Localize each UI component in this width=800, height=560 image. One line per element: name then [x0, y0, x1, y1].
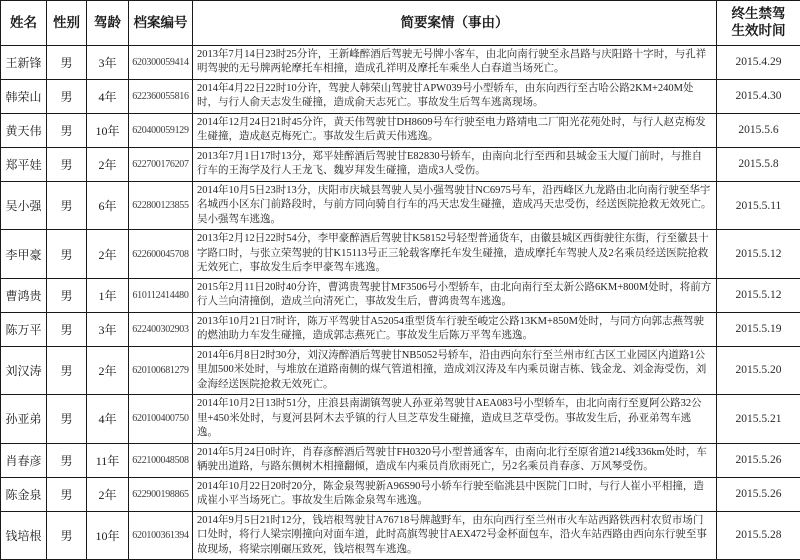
name-cell: 吴小强	[1, 181, 47, 229]
years-cell: 4年	[87, 395, 129, 443]
table-row	[1, 147, 800, 181]
name-cell: 王新锋	[1, 46, 47, 80]
case-brief-cell: 2014年5月24日0时许，肖春彦醉酒后驾驶甘FH0320号小型普通客车，由南向北行至原省道214线336km处时，车辆驶出道路，与路东侧树木相撞翻倾，造成车内乘员肖欣雨死亡，另2名乘员肖春彦、万风琴受伤。	[193, 443, 717, 477]
ban-date-cell: 2015.5.19	[717, 312, 800, 346]
years-cell: 3年	[87, 312, 129, 346]
gender-cell: 男	[47, 443, 87, 477]
header-name: 姓名	[1, 1, 47, 46]
years-cell: 6年	[87, 181, 129, 229]
ban-date-cell: 2015.5.26	[717, 443, 800, 477]
gender-cell: 男	[47, 477, 87, 511]
years-cell: 11年	[87, 443, 129, 477]
case-brief-cell: 2014年10月5日23时13分，庆阳市庆城县驾驶人吴小强驾驶甘NC6975号车，沿西峰区九龙路由北向南行驶至华宇名城西小区东门前路段时，与前方同向骑自行车的冯天忠发生碰撞，造成冯天忠受伤，经送医院抢救无效死亡。吴小强驾车逃逸。	[193, 181, 717, 229]
gender-cell: 男	[47, 113, 87, 147]
name-cell: 肖春彦	[1, 443, 47, 477]
ban-date-cell: 2015.5.11	[717, 181, 800, 229]
ban-date-cell: 2015.5.8	[717, 147, 800, 181]
table-body	[1, 46, 800, 560]
years-cell: 2年	[87, 230, 129, 278]
file-number-cell: 620100400750	[129, 395, 193, 443]
gender-cell: 男	[47, 46, 87, 80]
case-brief-cell: 2013年7月1日17时13分，郑平娃醉酒后驾驶甘E82830号轿车，由南向北行至西和县城金玉大厦门前时，与推自行车的王海学及行人王龙飞、魏岁拜发生碰撞，造成3人受伤。	[193, 147, 717, 181]
years-cell: 10年	[87, 511, 129, 559]
case-brief-cell: 2014年6月8日2时30分，刘汉涛醉酒后驾驶甘NB5052号轿车，沿由西向东行至兰州市红古区工业园区内道路1公里加500米处时，与堆放在道路南侧的煤气管道相撞，造成刘汉涛及车内乘员谢吉栋、钱金龙、刘金海受伤，刘金海经送医院抢救无效死亡。	[193, 346, 717, 394]
file-number-cell: 622800123855	[129, 181, 193, 229]
table-row	[1, 312, 800, 346]
header-ban-date-line2: 生效时间	[732, 23, 786, 38]
gender-cell: 男	[47, 511, 87, 559]
ban-date-cell: 2015.5.6	[717, 113, 800, 147]
ban-date-cell: 2015.4.29	[717, 46, 800, 80]
ban-date-cell: 2015.5.26	[717, 477, 800, 511]
name-cell: 黄天伟	[1, 113, 47, 147]
case-brief-cell: 2013年10月21日7时许，陈万平驾驶甘A52054重型货车行驶至峻定公路13KM+850M处时，与同方向郭志燕驾驶的燃油助力车发生碰撞，造成郭志燕死亡。事故发生后陈万平驾车逃逸。	[193, 312, 717, 346]
name-cell: 刘汉涛	[1, 346, 47, 394]
file-number-cell: 622600045708	[129, 230, 193, 278]
case-brief-cell: 2015年2月11日20时40分许，曹鸿贵驾驶甘MF3506号小型轿车，由北向南行至太新公路6KM+800M处时，将前方行人兰向清撞倒，造成兰向清死亡，事故发生后，曹鸿贵驾车逃逸。	[193, 278, 717, 312]
years-cell: 2年	[87, 477, 129, 511]
table-row	[1, 395, 800, 443]
gender-cell: 男	[47, 395, 87, 443]
table-row	[1, 46, 800, 80]
table-row	[1, 346, 800, 394]
name-cell: 曹鸿贵	[1, 278, 47, 312]
file-number-cell: 610112414480	[129, 278, 193, 312]
ban-date-cell: 2015.5.12	[717, 230, 800, 278]
table-row	[1, 278, 800, 312]
case-brief-cell: 2014年10月2日13时51分，庄浪县南湖镇驾驶人孙亚弟驾驶甘AEA083号小型轿车，由北向南行至夏阿公路32公里+450米处时，与夏河县阿木去乎镇的行人旦芝草发生碰撞，造成旦芝草受伤。事故发生后，孙亚弟驾车逃逸。	[193, 395, 717, 443]
gender-cell: 男	[47, 79, 87, 113]
years-cell: 10年	[87, 113, 129, 147]
file-number-cell: 620100361394	[129, 511, 193, 559]
years-cell: 4年	[87, 79, 129, 113]
file-number-cell: 620400059129	[129, 113, 193, 147]
header-driving-years: 驾龄	[87, 1, 129, 46]
table-row	[1, 113, 800, 147]
case-brief-cell: 2014年4月22日22时10分许，驾驶人韩荣山驾驶甘APW039号小型轿车，由东向西行至古哈公路2KM+240M处时，与行人俞天志发生碰撞，造成俞天志死亡。事故发生后驾车逃离现场。	[193, 79, 717, 113]
years-cell: 2年	[87, 346, 129, 394]
ban-date-cell: 2015.5.21	[717, 395, 800, 443]
table-row	[1, 79, 800, 113]
table-row	[1, 443, 800, 477]
gender-cell: 男	[47, 230, 87, 278]
name-cell: 韩荣山	[1, 79, 47, 113]
table-row	[1, 230, 800, 278]
header-gender: 性别	[47, 1, 87, 46]
case-brief-cell: 2013年7月14日23时25分许，王新峰醉酒后驾驶无号牌小客车，由北向南行驶至永昌路与庆阳路十字时，与孔祥明驾驶的无号牌两轮摩托车相撞，造成孔祥明及摩托车乘坐人白春道当场死亡。	[193, 46, 717, 80]
ban-date-cell: 2015.4.30	[717, 79, 800, 113]
years-cell: 1年	[87, 278, 129, 312]
case-brief-cell: 2014年9月5日21时12分，钱培根驾驶甘A76718号牌越野车，由东向西行至兰州市火车站西路铁西村农贸市场门口处时，将行人梁宗刚撞向对面车道，此时高旗驾驶甘AEX472号金杯面包车，沿火车站西路由西向东行驶至事故现场，将梁宗刚碾压致死，钱培根驾车逃逸。	[193, 511, 717, 559]
gender-cell: 男	[47, 181, 87, 229]
case-brief-cell: 2014年12月24日21时45分许，黄天伟驾驶甘DH8609号车行驶至电力路靖电二厂阳光花苑处时，与行人赵克梅发生碰撞，造成赵克梅死亡。事故发生后黄天伟逃逸。	[193, 113, 717, 147]
file-number-cell: 622100048508	[129, 443, 193, 477]
header-case-brief: 简要案情（事由）	[193, 1, 717, 46]
years-cell: 3年	[87, 46, 129, 80]
name-cell: 钱培根	[1, 511, 47, 559]
file-number-cell: 620300059414	[129, 46, 193, 80]
name-cell: 陈万平	[1, 312, 47, 346]
gender-cell: 男	[47, 312, 87, 346]
file-number-cell: 622900198865	[129, 477, 193, 511]
table-row	[1, 511, 800, 559]
file-number-cell: 622400302903	[129, 312, 193, 346]
table-row	[1, 181, 800, 229]
file-number-cell: 622360055816	[129, 79, 193, 113]
case-brief-cell: 2014年10月22日20时20分，陈金泉驾驶新A96S90号小轿车行驶至临洮县中医院门口时，与行人崔小平相撞，造成崔小平当场死亡。事故发生后陈金泉驾车逃逸。	[193, 477, 717, 511]
header-ban-effective-date	[717, 1, 800, 46]
gender-cell: 男	[47, 346, 87, 394]
gender-cell: 男	[47, 147, 87, 181]
name-cell: 李甲豪	[1, 230, 47, 278]
file-number-cell: 620100681279	[129, 346, 193, 394]
name-cell: 郑平娃	[1, 147, 47, 181]
name-cell: 孙亚弟	[1, 395, 47, 443]
ban-date-cell: 2015.5.28	[717, 511, 800, 559]
ban-date-cell: 2015.5.12	[717, 278, 800, 312]
header-ban-date-line1: 终生禁驾	[732, 6, 786, 21]
gender-cell: 男	[47, 278, 87, 312]
table-row	[1, 477, 800, 511]
file-number-cell: 622700176207	[129, 147, 193, 181]
ban-date-cell: 2015.5.20	[717, 346, 800, 394]
header-file-number: 档案编号	[129, 1, 193, 46]
name-cell: 陈金泉	[1, 477, 47, 511]
case-brief-cell: 2013年2月12日22时54分，李甲豪醉酒后驾驶甘K58152号轻型普通货车，由徽县城区西街驶往东街，行至徽县十字路口时，与张立荣驾驶的甘K15113号正三轮载客摩托车发生碰撞，造成摩托车驾驶人及2名乘员经送医院抢救无效死亡，事故发生后李甲豪驾车逃逸。	[193, 230, 717, 278]
table-header-row	[1, 1, 800, 46]
years-cell: 2年	[87, 147, 129, 181]
